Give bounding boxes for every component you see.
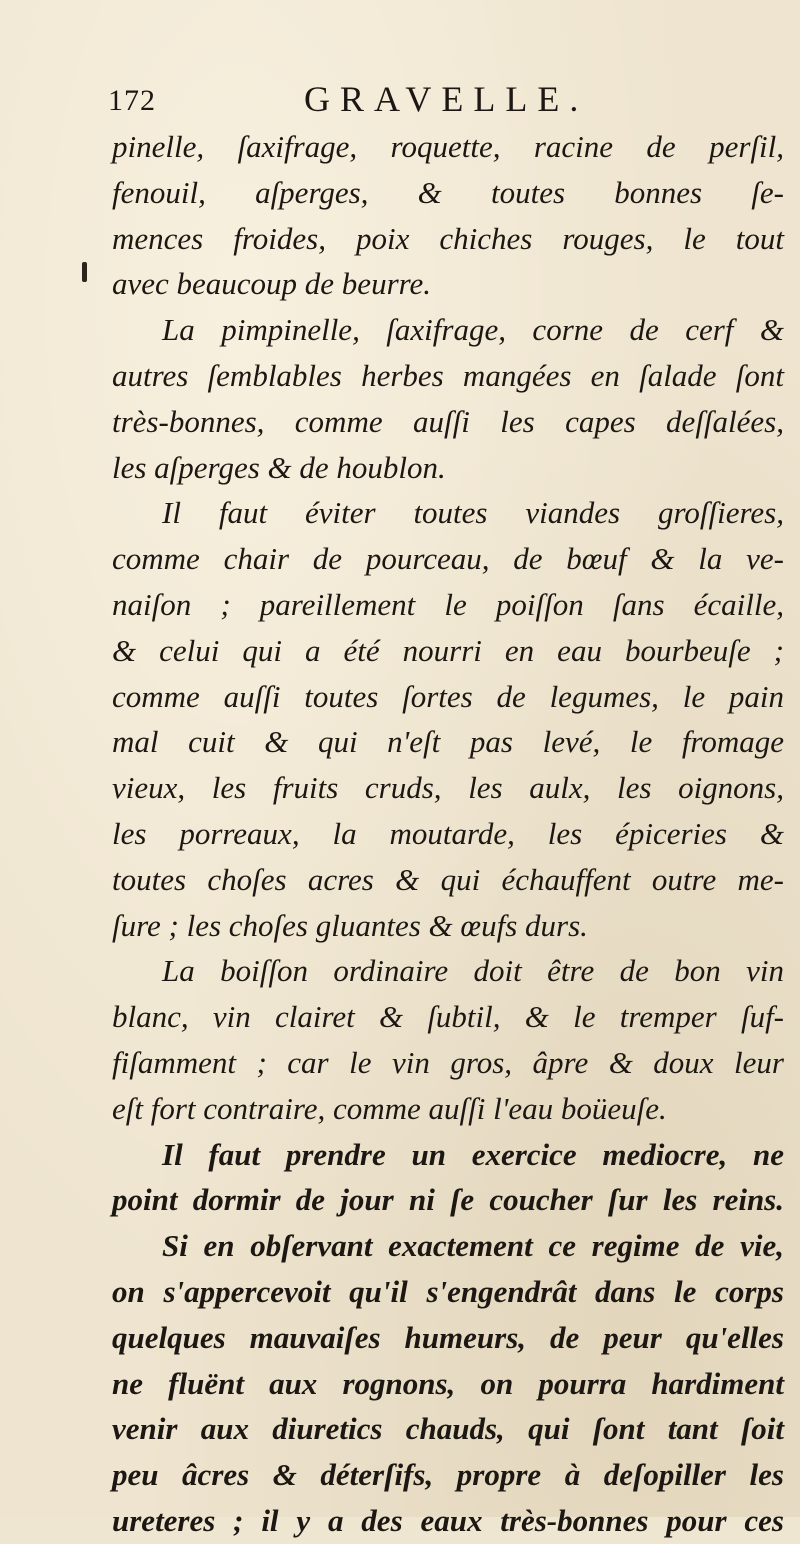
- text-line: peu âcres & déterſifs, propre à deſopiller les: [112, 1457, 784, 1493]
- text-line: Il faut prendre un exercice mediocre, ne: [162, 1136, 784, 1172]
- text-line: les aſperges & de houblon.: [112, 449, 446, 485]
- text-line: & celui qui a été nourri en eau bourbeuſe ;: [112, 632, 784, 668]
- text-line: avec beaucoup de beurre.: [112, 266, 432, 302]
- text-line: Il faut éviter toutes viandes groſſieres,: [162, 495, 784, 531]
- text-line: fiſamment ; car le vin gros, âpre & doux leur: [112, 1044, 784, 1080]
- text-line: ureteres ; il y a des eaux très-bonnes pour ces: [112, 1502, 784, 1538]
- text-line: vieux, les fruits cruds, les aulx, les oignons,: [112, 770, 784, 806]
- text-line: fenouil, aſperges, & toutes bonnes ſe-: [112, 174, 784, 210]
- text-line: on s'appercevoit qu'il s'engendrât dans le corps: [112, 1273, 784, 1309]
- text-line: quelques mauvaiſes humeurs, de peur qu'elles: [112, 1319, 784, 1355]
- text-line: ſure ; les choſes gluantes & œufs durs.: [112, 907, 588, 943]
- text-line: La pimpinelle, ſaxifrage, corne de cerf &: [162, 312, 784, 348]
- text-line: naiſon ; pareillement le poiſſon ſans écaille,: [112, 586, 784, 622]
- text-line: venir aux diuretics chauds, qui ſont tant ſoit: [112, 1411, 784, 1447]
- text-line: La boiſſon ordinaire doit être de bon vin: [162, 953, 784, 989]
- text-line: toutes choſes acres & qui échauffent outre me-: [112, 861, 784, 897]
- margin-ink-mark: [82, 262, 87, 282]
- text-line: blanc, vin clairet & ſubtil, & le tremper ſuf-: [112, 999, 784, 1035]
- text-line: comme auſſi toutes ſortes de legumes, le pain: [112, 678, 784, 714]
- text-line: les porreaux, la moutarde, les épiceries &: [112, 815, 784, 851]
- text-line: comme chair de pourceau, de bœuf & la ve-: [112, 541, 784, 577]
- text-line: autres ſemblables herbes mangées en ſalade ſont: [112, 357, 784, 393]
- page-header: [108, 76, 748, 126]
- text-line: Si en obſervant exactement ce regime de vie,: [162, 1228, 784, 1264]
- running-head: GRAVELLE.: [304, 79, 589, 119]
- text-line: très-bonnes, comme auſſi les capes deſſalées,: [112, 403, 784, 439]
- text-line: eſt fort contraire, comme auſſi l'eau boüeuſe.: [112, 1090, 667, 1126]
- text-line: ne fluënt aux rognons, on pourra hardiment: [112, 1365, 784, 1401]
- page-number: 172: [108, 84, 156, 117]
- text-line: mences froides, poix chiches rouges, le tout: [112, 220, 784, 256]
- text-line: point dormir de jour ni ſe coucher ſur les reins.: [112, 1182, 784, 1218]
- body-text: [112, 124, 784, 1544]
- text-line: pinelle, ſaxifrage, roquette, racine de perſil,: [112, 129, 784, 164]
- text-line: mal cuit & qui n'eſt pas levé, le fromage: [112, 724, 784, 760]
